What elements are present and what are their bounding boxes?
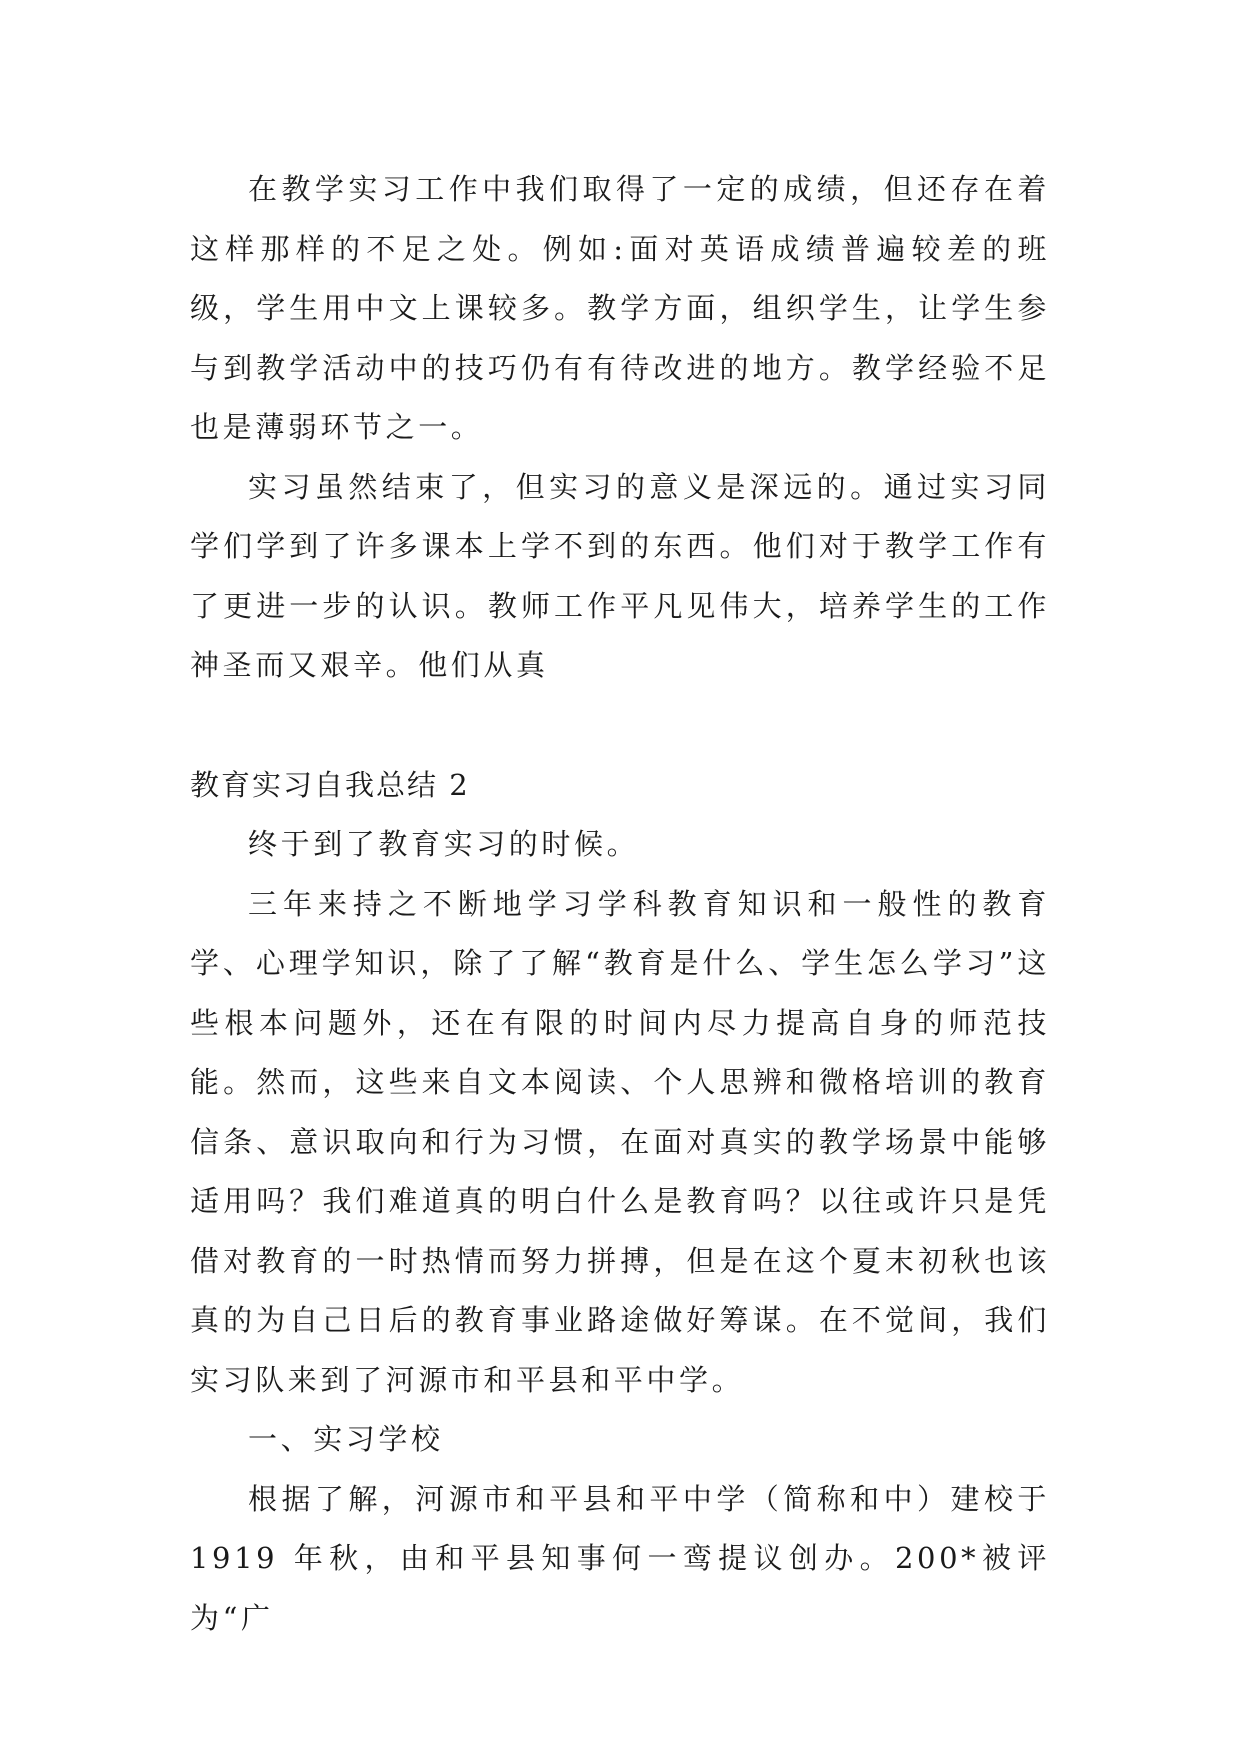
paragraph-school-history: 根据了解，河源市和平县和平中学（简称和中）建校于1919 年秋，由和平县知事何一鸾提议创办。200*被评为“广 — [190, 1481, 1050, 1635]
paragraph-three-years-study: 三年来持之不断地学习学科教育知识和一般性的教育学、心理学知识，除了了解“教育是什么、学生怎么学习”这些根本问题外，还在有限的时间内尽力提高自身的师范技能。然而，这些来自文本阅读、个人思辨和微格培训的教育信条、意识取向和行为习惯，在面对真实的教学场景中能够适用吗？我们难道真的明白什么是教育吗？以往或许只是凭借对教育的一时热情而努力拼搏，但是在这个夏末初秋也该真的为自己日后的教育事业路途做好筹谋。在不觉间，我们实习队来到了河源市和平县和平中学。 — [190, 886, 1050, 1397]
section-gap — [190, 696, 1050, 756]
paragraph-opening: 终于到了教育实习的时候。 — [248, 827, 640, 861]
paragraph-teaching-shortcomings: 在教学实习工作中我们取得了一定的成绩，但还存在着这样那样的不足之处。例如:面对英语成绩普遍较差的班级，学生用中文上课较多。教学方面，组织学生，让学生参与到教学活动中的技巧仍有有待改进的地方。教学经验不足也是薄弱环节之一。 — [190, 172, 1050, 444]
section-title: 教育实习自我总结 2 — [190, 767, 470, 802]
subheading-internship-school: 一、实习学校 — [248, 1422, 444, 1456]
document-page — [190, 160, 1050, 1648]
paragraph-internship-meaning: 实习虽然结束了，但实习的意义是深远的。通过实习同学们学到了许多课本上学不到的东西。他们对于教学工作有了更进一步的认识。教师工作平凡见伟大，培养学生的工作神圣而又艰辛。他们从真 — [190, 469, 1050, 682]
